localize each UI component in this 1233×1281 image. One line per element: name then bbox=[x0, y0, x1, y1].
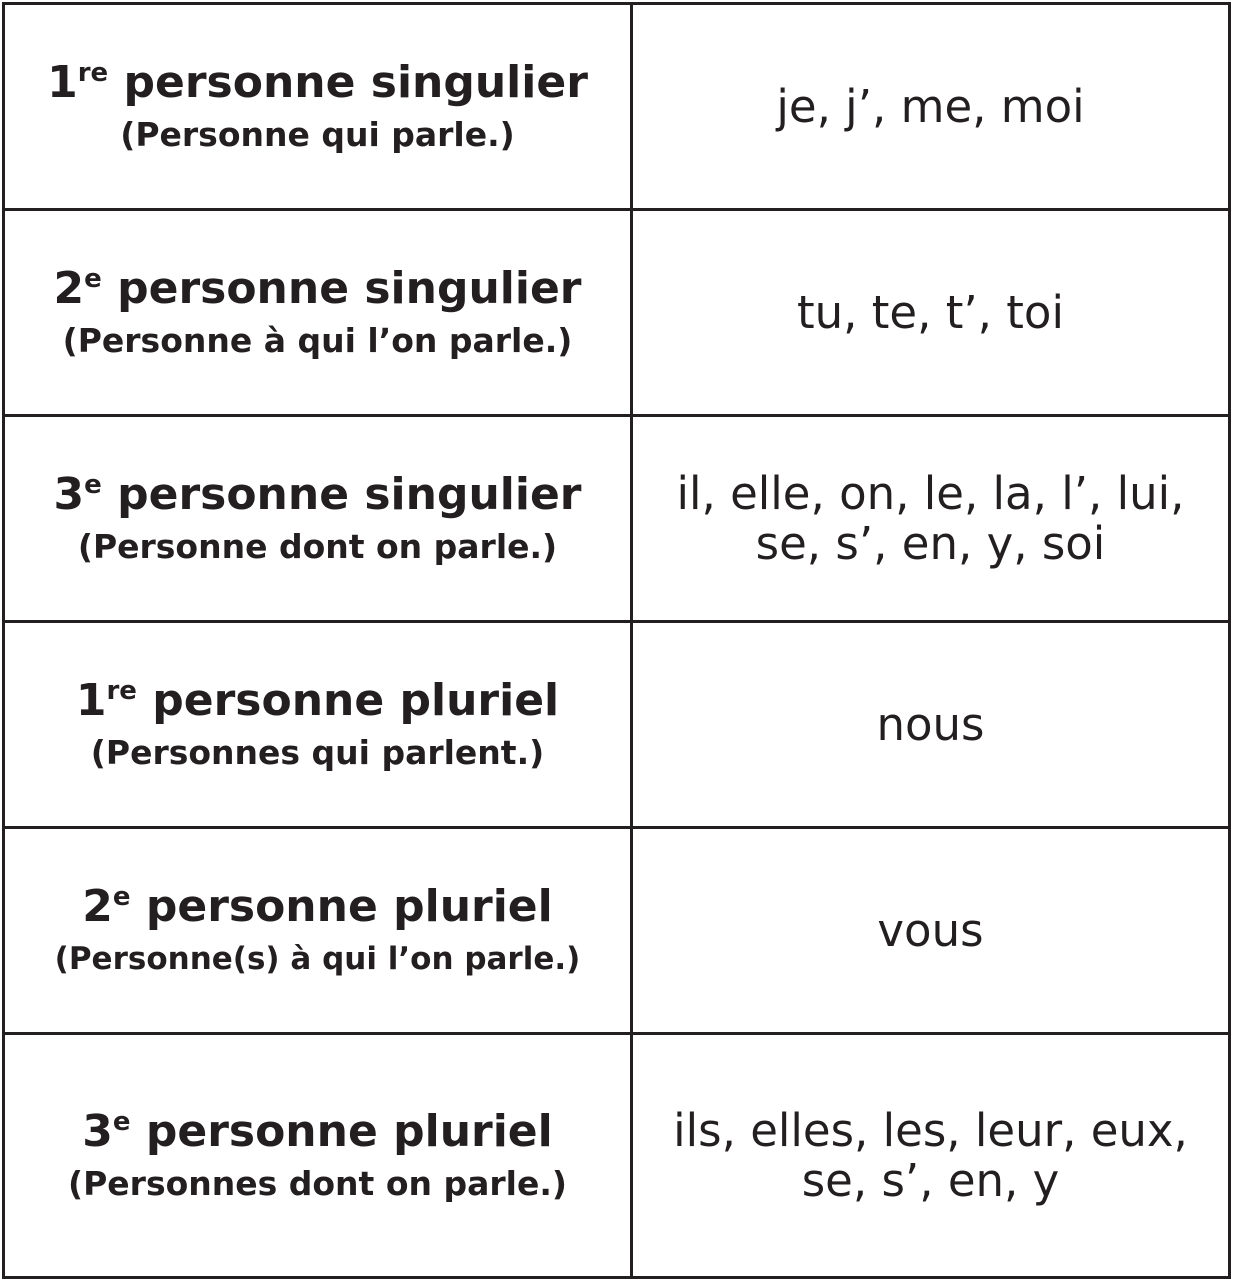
person-number: 3 bbox=[53, 468, 85, 520]
person-title bbox=[54, 470, 582, 526]
person-label: personne singulier bbox=[108, 56, 588, 108]
person-description: (Personne à qui l’on parle.) bbox=[62, 320, 573, 360]
person-title bbox=[82, 882, 552, 938]
person-label: personne pluriel bbox=[136, 674, 560, 726]
pronoun-cell bbox=[633, 211, 1228, 417]
pronoun-line: vous bbox=[877, 903, 984, 957]
pronoun-line: se, s’, en, y, soi bbox=[755, 516, 1106, 570]
person-description: (Personnes qui parlent.) bbox=[90, 732, 545, 772]
person-number: 2 bbox=[53, 262, 85, 314]
person-cell bbox=[5, 829, 633, 1035]
pronoun-list bbox=[776, 79, 1085, 133]
person-number: 1 bbox=[75, 674, 107, 726]
pronoun-cell bbox=[633, 829, 1228, 1035]
person-cell bbox=[5, 623, 633, 829]
pronoun-list bbox=[673, 1103, 1188, 1207]
person-description: (Personnes dont on parle.) bbox=[68, 1163, 567, 1203]
person-cell bbox=[5, 5, 633, 211]
pronoun-line: se, s’, en, y bbox=[801, 1153, 1060, 1207]
person-description: (Personne(s) à qui l’on parle.) bbox=[54, 940, 581, 977]
pronoun-list bbox=[797, 285, 1064, 339]
person-label: personne pluriel bbox=[130, 880, 553, 932]
person-cell bbox=[5, 417, 633, 623]
pronoun-list bbox=[877, 903, 984, 957]
person-title bbox=[76, 676, 559, 732]
pronoun-table bbox=[2, 2, 1231, 1279]
pronoun-line: nous bbox=[876, 697, 985, 751]
person-number: 2 bbox=[82, 880, 113, 932]
person-cell bbox=[5, 211, 633, 417]
person-label: personne singulier bbox=[101, 468, 582, 520]
person-ordinal-suffix: re bbox=[77, 57, 109, 88]
person-ordinal-suffix: e bbox=[112, 1106, 131, 1137]
person-label: personne pluriel bbox=[130, 1105, 553, 1157]
person-cell bbox=[5, 1035, 633, 1276]
pronoun-cell bbox=[633, 1035, 1228, 1276]
pronoun-line: je, j’, me, moi bbox=[776, 79, 1085, 133]
person-ordinal-suffix: e bbox=[84, 469, 102, 500]
pronoun-cell bbox=[633, 623, 1228, 829]
pronoun-list bbox=[676, 466, 1185, 570]
person-title bbox=[82, 1107, 552, 1163]
pronoun-line: il, elle, on, le, la, l’, lui, bbox=[676, 466, 1185, 520]
person-number: 3 bbox=[82, 1105, 113, 1157]
person-description: (Personne dont on parle.) bbox=[77, 526, 558, 566]
pronoun-line: tu, te, t’, toi bbox=[797, 285, 1064, 339]
person-ordinal-suffix: e bbox=[112, 881, 131, 912]
pronoun-cell bbox=[633, 417, 1228, 623]
person-ordinal-suffix: re bbox=[106, 675, 137, 706]
person-title bbox=[47, 58, 588, 114]
person-title bbox=[54, 264, 582, 320]
pronoun-list bbox=[876, 697, 985, 751]
pronoun-line: ils, elles, les, leur, eux, bbox=[673, 1103, 1188, 1157]
person-label: personne singulier bbox=[101, 262, 582, 314]
person-number: 1 bbox=[47, 56, 78, 108]
person-description: (Personne qui parle.) bbox=[120, 114, 515, 154]
pronoun-cell bbox=[633, 5, 1228, 211]
person-ordinal-suffix: e bbox=[84, 263, 102, 294]
